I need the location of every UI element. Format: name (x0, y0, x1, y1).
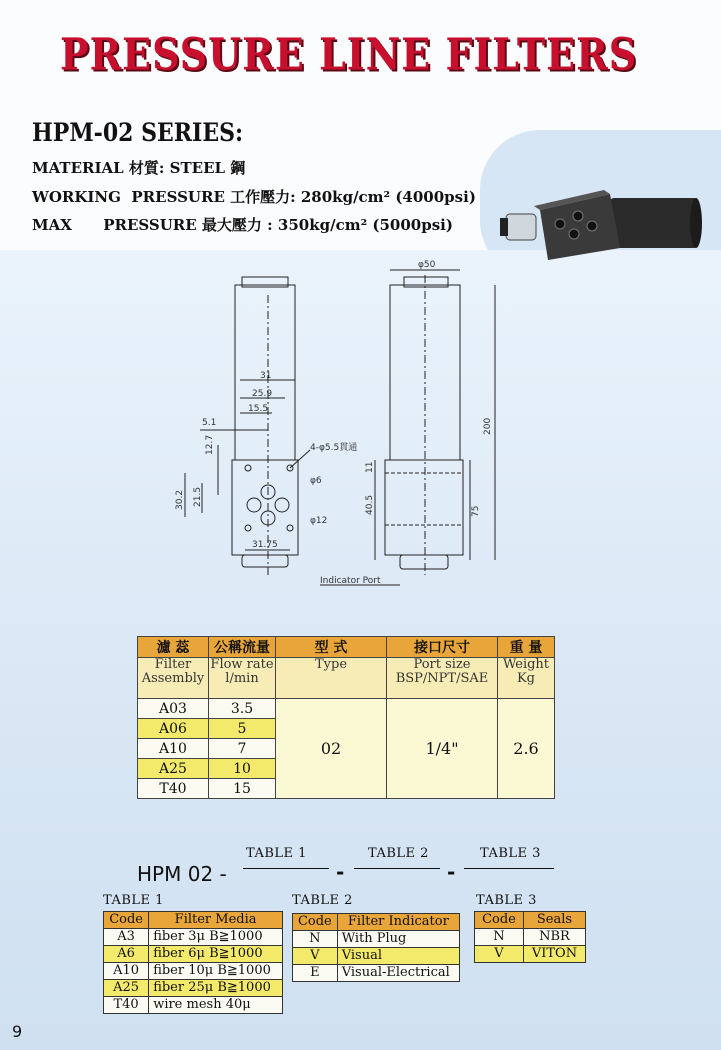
header-port-cn: 接口尺寸 (387, 637, 498, 658)
dim-75: 75 (471, 505, 481, 517)
table1-code: A10 (104, 963, 149, 980)
flow-cell: 7 (209, 739, 276, 759)
dim-diameter-6: φ6 (310, 476, 322, 486)
assembly-cell: A03 (138, 699, 209, 719)
header-port-en: Port size BSP/NPT/SAE (387, 658, 498, 699)
table2-code: V (293, 948, 338, 965)
table3-code: N (475, 929, 524, 946)
assembly-cell: A06 (138, 719, 209, 739)
table2-title: TABLE 2 (292, 893, 353, 908)
table1 (103, 911, 283, 1014)
code-label-table1: TABLE 1 (246, 846, 307, 861)
series-heading: HPM-02 SERIES: (32, 118, 244, 148)
table1-code: A25 (104, 980, 149, 997)
dim-holes: 4-φ5.5貫通 (310, 443, 358, 453)
spec-max-pressure: MAX PRESSURE 最大壓力 : 350kg/cm² (5000psi) (32, 216, 453, 234)
table1-media: fiber 10μ B≧1000 (149, 963, 283, 980)
header-filter-cn: 濾 蕊 (138, 637, 209, 658)
table2-indicator: Visual (337, 948, 459, 965)
table1-code: A6 (104, 946, 149, 963)
table3-header-seals: Seals (523, 912, 585, 929)
table2-header-code: Code (293, 914, 338, 931)
table2-code: N (293, 931, 338, 948)
type-cell: 02 (276, 699, 387, 799)
table3 (474, 911, 586, 963)
spec-working-pressure: WORKING PRESSURE 工作壓力: 280kg/cm² (4000psi) (32, 188, 476, 206)
dim-11: 11 (365, 461, 375, 473)
table1-code: T40 (104, 997, 149, 1014)
header-type-en: Type (276, 658, 387, 699)
code-label-table2: TABLE 2 (368, 846, 429, 861)
port-cell: 1/4" (387, 699, 498, 799)
flow-cell: 15 (209, 779, 276, 799)
code-dash: - (336, 860, 345, 884)
dim-31-75: 31.75 (252, 540, 278, 550)
table2-indicator: With Plug (337, 931, 459, 948)
model-code-prefix: HPM 02 - (137, 862, 227, 886)
assembly-cell: T40 (138, 779, 209, 799)
spec-material: MATERIAL 材質: STEEL 鋼 (32, 159, 246, 177)
dim-200: 200 (483, 417, 493, 435)
flow-cell: 3.5 (209, 699, 276, 719)
table2-code: E (293, 965, 338, 982)
dim-25-9: 25.9 (252, 389, 273, 399)
table2-indicator: Visual-Electrical (337, 965, 459, 982)
flow-cell: 5 (209, 719, 276, 739)
code-blank-2 (354, 868, 440, 869)
dim-diameter-50: φ50 (418, 260, 436, 270)
table1-media: fiber 6μ B≧1000 (149, 946, 283, 963)
header-type-cn: 型 式 (276, 637, 387, 658)
table3-header-code: Code (475, 912, 524, 929)
dim-5-1: 5.1 (202, 418, 217, 428)
header-filter-en: Filter Assembly (138, 658, 209, 699)
dim-21-5: 21.5 (193, 486, 203, 507)
indicator-port-label: Indicator Port (320, 576, 381, 586)
header-weight-en: Weight Kg (498, 658, 555, 699)
table3-seal: NBR (523, 929, 585, 946)
code-label-table3: TABLE 3 (480, 846, 541, 861)
table1-header-code: Code (104, 912, 149, 929)
table1-code: A3 (104, 929, 149, 946)
header-flow-cn: 公稱流量 (209, 637, 276, 658)
table3-title: TABLE 3 (476, 893, 537, 908)
table1-media: fiber 25μ B≧1000 (149, 980, 283, 997)
code-blank-1 (243, 868, 329, 869)
flow-cell: 10 (209, 759, 276, 779)
assembly-cell: A10 (138, 739, 209, 759)
table1-title: TABLE 1 (103, 893, 164, 908)
page-number: 9 (12, 1022, 23, 1041)
table2 (292, 913, 460, 982)
specification-table (137, 636, 555, 799)
dim-30-2: 30.2 (175, 489, 185, 510)
table1-media: fiber 3μ B≧1000 (149, 929, 283, 946)
dim-40-5: 40.5 (365, 494, 375, 515)
page-title: PRESSURE LINE FILTERS (60, 28, 638, 80)
table3-code: V (475, 946, 524, 963)
code-dash: - (447, 860, 456, 884)
table3-seal: VITON (523, 946, 585, 963)
table1-header-media: Filter Media (149, 912, 283, 929)
weight-cell: 2.6 (498, 699, 555, 799)
product-photo (500, 180, 710, 260)
table2-header-indicator: Filter Indicator (337, 914, 459, 931)
code-blank-3 (464, 868, 554, 869)
dim-12-7: 12.7 (205, 434, 215, 455)
technical-drawing (160, 255, 520, 595)
header-flow-en: Flow rate l/min (209, 658, 276, 699)
dim-diameter-12: φ12 (310, 516, 328, 526)
table1-media: wire mesh 40μ (149, 997, 283, 1014)
header-weight-cn: 重 量 (498, 637, 555, 658)
assembly-cell: A25 (138, 759, 209, 779)
dim-15-5: 15.5 (248, 404, 269, 414)
dim-31: 31 (260, 371, 272, 381)
